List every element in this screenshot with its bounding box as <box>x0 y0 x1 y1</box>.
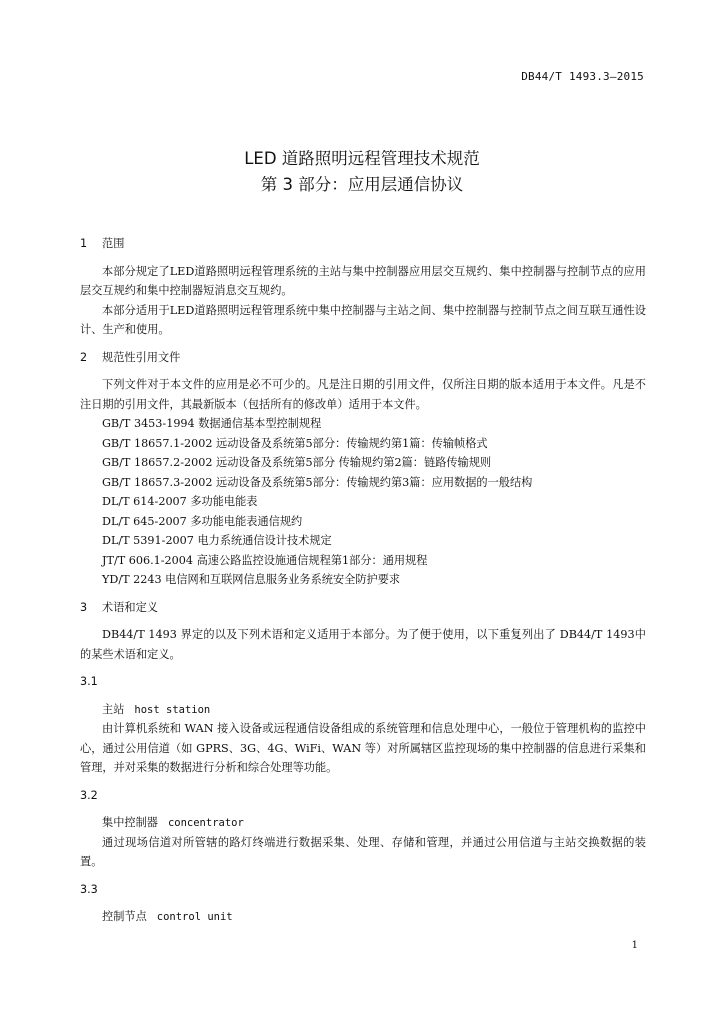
document-title <box>0 146 724 198</box>
reference-item: GB/T 18657.3-2002 远动设备及系统第5部分：传输规约第3篇：应用数据的一般结构 <box>102 475 533 489</box>
term-zh: 主站 <box>102 702 125 716</box>
scope-paragraph-1: 本部分规定了LED道路照明远程管理系统的主站与集中控制器应用层交互规约、集中控制器与控制节点的应用层交互规约和集中控制器短消息交互规约。 <box>80 264 646 297</box>
normative-intro-paragraph: 下列文件对于本文件的应用是必不可少的。凡是注日期的引用文件，仅所注日期的版本适用于本文件。凡是不注日期的引用文件，其最新版本（包括所有的修改单）适用于本文件。 <box>80 378 646 411</box>
section-number: 3 <box>80 600 88 614</box>
reference-item: DL/T 5391-2007 电力系统通信设计技术规定 <box>102 534 332 547</box>
terms-intro-paragraph: DB44/T 1493 界定的以及下列术语和定义适用于本部分。为了便于使用，以下重复列出了 DB44/T 1493中的某些术语和定义。 <box>80 628 646 661</box>
section-heading-terms <box>80 598 646 618</box>
reference-item: DL/T 614-2007 多功能电能表 <box>102 495 258 508</box>
reference-item: JT/T 606.1-2004 高速公路监控设施通信规程第1部分：通用规程 <box>102 553 428 567</box>
term-title <box>80 813 646 833</box>
title-line-1: LED 道路照明远程管理技术规范 <box>244 149 480 168</box>
page-number: 1 <box>631 940 638 951</box>
term-number: 3.1 <box>80 675 98 688</box>
term-title <box>80 907 646 927</box>
term-zh: 集中控制器 <box>102 816 158 829</box>
reference-item: GB/T 18657.1-2002 远动设备及系统第5部分：传输规约第1篇：传输帧格式 <box>102 436 488 450</box>
term-en: host station <box>134 703 211 716</box>
document-code: DB44/T 1493.3—2015 <box>521 70 644 83</box>
term-definition: 通过现场信道对所管辖的路灯终端进行数据采集、处理、存储和管理，并通过公用信道与主站交换数据的装置。 <box>80 835 646 868</box>
term-en: concentrator <box>167 817 244 829</box>
term-definition: 由计算机系统和 WAN 接入设备或远程通信设备组成的系统管理和信息处理中心，一般位于管理机构的监控中心，通过公用信道（如 GPRS、3G、4G、WiFi、WAN 等）对所属辖区监控现场的集中控制器的信息进行采集和管理，并对采集的数据进行分析和综合处理等功能。 <box>80 722 646 774</box>
title-line-2: 第 3 部分：应用层通信协议 <box>260 175 464 194</box>
term-number: 3.2 <box>80 788 98 802</box>
reference-item: DL/T 645-2007 多功能电能表通信规约 <box>102 514 303 528</box>
term-title <box>80 700 646 720</box>
term-number: 3.3 <box>80 882 98 896</box>
section-number: 2 <box>80 350 88 364</box>
reference-item: GB/T 3453-1994 数据通信基本型控制规程 <box>102 417 322 430</box>
section-heading-scope <box>80 234 646 254</box>
reference-list <box>80 414 646 590</box>
reference-item: YD/T 2243 电信网和互联网信息服务业务系统安全防护要求 <box>102 573 401 586</box>
term-zh: 控制节点 <box>102 910 147 923</box>
section-heading-normative-references <box>80 348 646 368</box>
term-en: control unit <box>156 911 233 923</box>
section-title: 规范性引用文件 <box>102 350 181 364</box>
document-body <box>80 234 646 927</box>
section-title: 术语和定义 <box>102 600 158 614</box>
reference-item: GB/T 18657.2-2002 远动设备及系统第5部分 传输规约第2篇：链路传输规则 <box>102 456 492 469</box>
section-number: 1 <box>80 237 88 250</box>
section-title: 范围 <box>102 237 125 250</box>
scope-paragraph-2: 本部分适用于LED道路照明远程管理系统中集中控制器与主站之间、集中控制器与控制节点之间互联互通性设计、生产和使用。 <box>80 303 646 336</box>
